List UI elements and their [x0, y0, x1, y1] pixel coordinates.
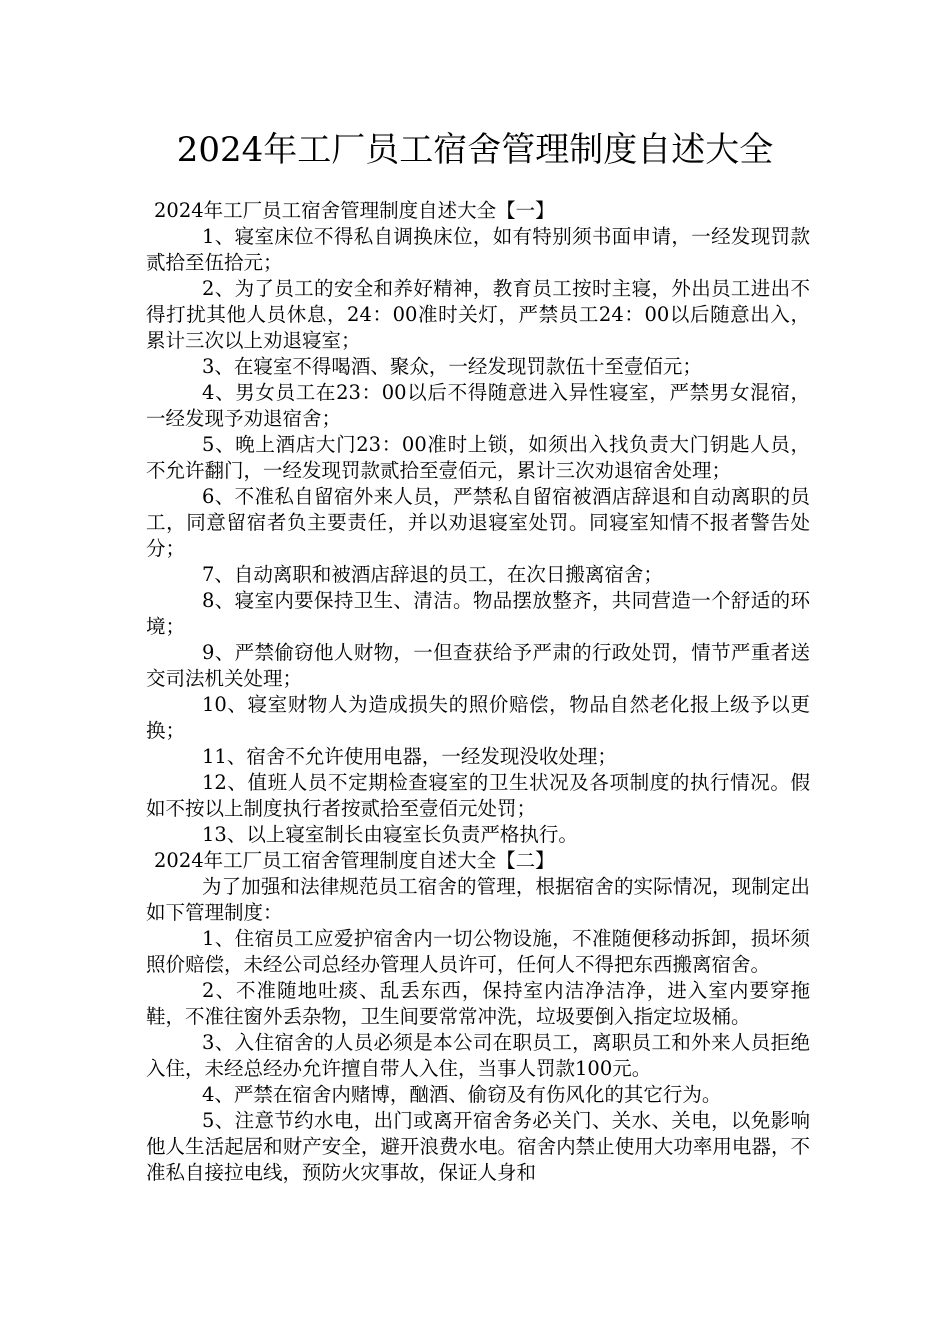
paragraph: 8、寝室内要保持卫生、清洁。物品摆放整齐，共同营造一个舒适的环境；: [146, 589, 810, 638]
section-1: [146, 198, 810, 848]
paragraph: 3、在寝室不得喝酒、聚众，一经发现罚款伍十至壹佰元；: [202, 355, 702, 378]
paragraph: 1、寝室床位不得私自调换床位，如有特别须书面申请，一经发现罚款贰拾至伍拾元；: [146, 225, 810, 274]
paragraph: 11、宿舍不允许使用电器，一经发现没收处理；: [202, 745, 617, 768]
paragraph: 12、值班人员不定期检查寝室的卫生状况及各项制度的执行情况。假如不按以上制度执行者按贰拾至壹佰元处罚；: [146, 771, 810, 820]
paragraph: 7、自动离职和被酒店辞退的员工，在次日搬离宿舍；: [202, 563, 663, 586]
paragraph: 5、注意节约水电，出门或离开宿舍务必关门、关水、关电，以免影响他人生活起居和财产安全，避开浪费水电。宿舍内禁止使用大功率用电器，不准私自接拉电线，预防火灾事故，保证人身和: [146, 1109, 810, 1184]
paragraph: 13、以上寝室制长由寝室长负责严格执行。: [202, 823, 578, 846]
paragraph: 9、严禁偷窃他人财物，一但查获给予严肃的行政处罚，情节严重者送交司法机关处理；: [146, 641, 810, 690]
paragraph: 6、不准私自留宿外来人员，严禁私自留宿被酒店辞退和自动离职的员工，同意留宿者负主要责任，并以劝退寝室处罚。同寝室知情不报者警告处分；: [146, 485, 810, 560]
section-heading: 2024年工厂员工宿舍管理制度自述大全【一】: [154, 199, 555, 222]
paragraph: 1、住宿员工应爱护宿舍内一切公物设施，不准随便移动拆卸，损坏须照价赔偿，未经公司总经办管理人员许可，任何人不得把东西搬离宿舍。: [146, 927, 810, 976]
paragraph: 5、晚上酒店大门23：00准时上锁，如须出入找负责大门钥匙人员，不允许翻门，一经发现罚款贰拾至壹佰元，累计三次劝退宿舍处理；: [146, 433, 810, 482]
section-2: [146, 848, 810, 1186]
paragraph: 3、入住宿舍的人员必须是本公司在职员工，离职员工和外来人员拒绝入住，未经总经办允许擅自带人入住，当事人罚款100元。: [146, 1031, 810, 1080]
paragraph: 4、男女员工在23：00以后不得随意进入异性寝室，严禁男女混宿，一经发现予劝退宿舍；: [146, 381, 810, 430]
document-title: 2024年工厂员工宿舍管理制度自述大全: [176, 130, 774, 170]
paragraph: 2、不准随地吐痰、乱丢东西，保持室内洁净洁净，进入室内要穿拖鞋，不准往窗外丢杂物，卫生间要常常冲洗，垃圾要倒入指定垃圾桶。: [146, 979, 810, 1028]
section-heading: 2024年工厂员工宿舍管理制度自述大全【二】: [154, 849, 555, 872]
document-body: [146, 198, 810, 1186]
paragraph: 2、为了员工的安全和养好精神，教育员工按时主寝，外出员工进出不得打扰其他人员休息，24：00准时关灯，严禁员工24：00以后随意出入，累计三次以上劝退寝室；: [146, 277, 810, 352]
paragraph: 为了加强和法律规范员工宿舍的管理，根据宿舍的实际情况，现制定出如下管理制度：: [146, 875, 810, 924]
paragraph: 10、寝室财物人为造成损失的照价赔偿，物品自然老化报上级予以更换；: [146, 693, 810, 742]
paragraph: 4、严禁在宿舍内赌博，酗酒、偷窃及有伤风化的其它行为。: [202, 1083, 722, 1106]
